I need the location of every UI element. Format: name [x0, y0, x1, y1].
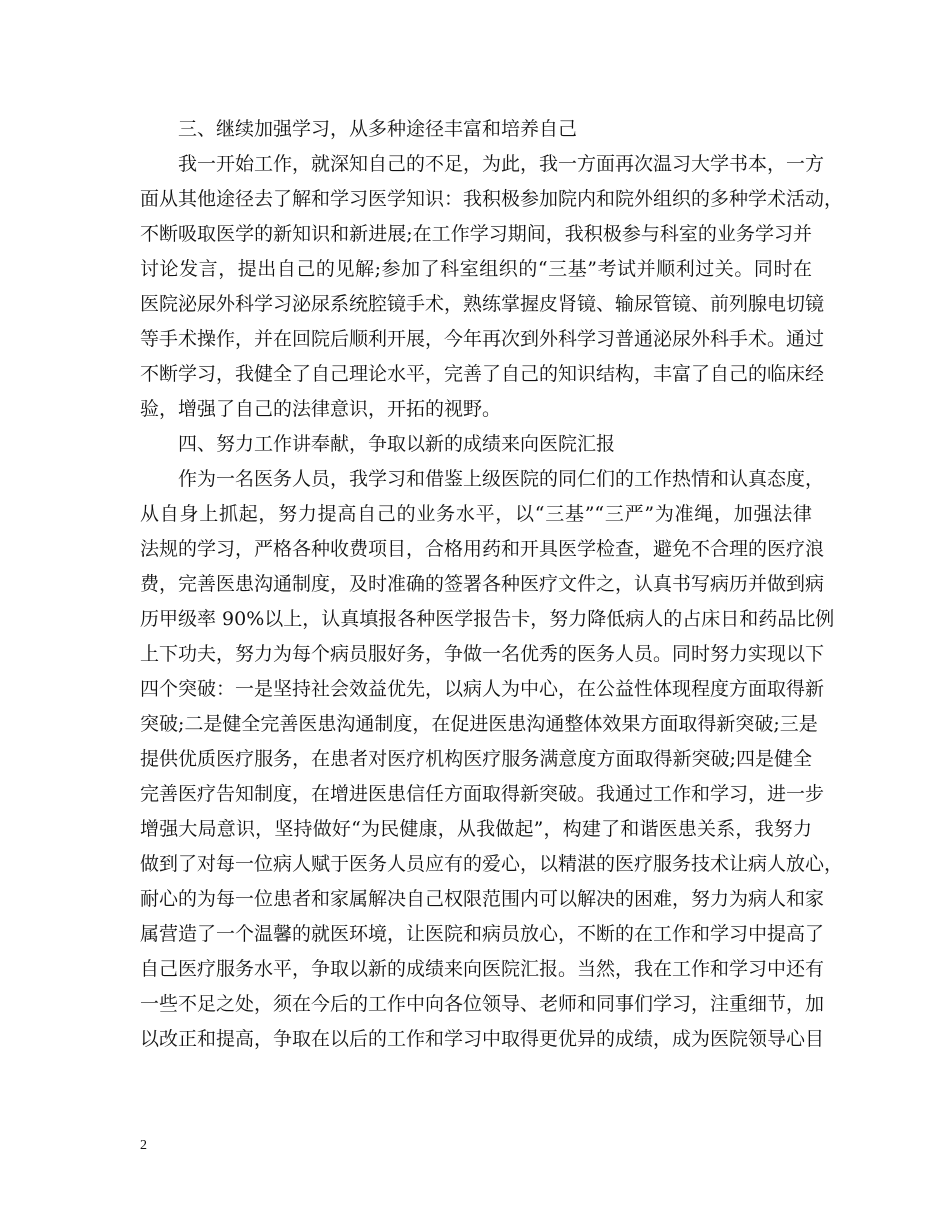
paragraph-line: 医院泌尿外科学习泌尿系统腔镜手术，熟练掌握皮肾镜、输尿管镜、前列腺电切镜 — [140, 293, 825, 315]
section-heading-4: 四、努力工作讲奉献，争取以新的成绩来向医院汇报 — [178, 433, 616, 455]
paragraph-line: 做到了对每一位病人赋于医务人员应有的爱心，以精湛的医疗服务技术让病人放心， — [140, 853, 844, 875]
paragraph-line: 验，增强了自己的法律意识，开拓的视野。 — [140, 398, 502, 420]
paragraph-line: 历甲级率 90%以上，认真填报各种医学报告卡，努力降低病人的占床日和药品比例 — [140, 608, 835, 630]
paragraph-line: 等手术操作，并在回院后顺利开展，今年再次到外科学习普通泌尿外科手术。通过 — [140, 328, 825, 350]
paragraph-line: 突破;二是健全完善医患沟通制度，在促进医患沟通整体效果方面取得新突破;三是 — [140, 713, 818, 735]
paragraph-line: 面从其他途径去了解和学习医学知识：我积极参加院内和院外组织的多种学术活动， — [140, 188, 844, 210]
paragraph-line: 从自身上抓起，努力提高自己的业务水平，以“三基”“三严”为准绳，加强法律 — [140, 503, 812, 525]
paragraph-line: 作为一名医务人员，我学习和借鉴上级医院的同仁们的工作热情和认真态度， — [178, 468, 825, 490]
paragraph-line: 耐心的为每一位患者和家属解决自己权限范围内可以解决的困难，努力为病人和家 — [140, 888, 825, 910]
paragraph-line: 不断吸取医学的新知识和新进展;在工作学习期间，我积极参与科室的业务学习并 — [140, 223, 812, 245]
paragraph-line: 增强大局意识，坚持做好“为民健康，从我做起”，构建了和谐医患关系，我努力 — [140, 818, 812, 840]
paragraph-line: 讨论发言，提出自己的见解;参加了科室组织的“三基”考试并顺利过关。同时在 — [140, 258, 812, 280]
paragraph-line: 完善医疗告知制度，在增进医患信任方面取得新突破。我通过工作和学习，进一步 — [140, 783, 825, 805]
paragraph-line: 四个突破：一是坚持社会效益优先，以病人为中心，在公益性体现程度方面取得新 — [140, 678, 825, 700]
paragraph-line: 上下功夫，努力为每个病员服好务，争做一名优秀的医务人员。同时努力实现以下 — [140, 643, 825, 665]
paragraph-line: 费，完善医患沟通制度，及时准确的签署各种医疗文件之，认真书写病历并做到病 — [140, 573, 825, 595]
section-heading-3: 三、继续加强学习，从多种途径丰富和培养自己 — [178, 118, 578, 140]
paragraph-line: 一些不足之处，须在今后的工作中向各位领导、老师和同事们学习，注重细节，加 — [140, 993, 825, 1015]
paragraph-line: 法规的学习，严格各种收费项目，合格用药和开具医学检查，避免不合理的医疗浪 — [140, 538, 825, 560]
paragraph-line: 以改正和提高，争取在以后的工作和学习中取得更优异的成绩，成为医院领导心目 — [140, 1028, 825, 1050]
paragraph-line: 属营造了一个温馨的就医环境，让医院和病员放心，不断的在工作和学习中提高了 — [140, 923, 825, 945]
paragraph-line: 自己医疗服务水平，争取以新的成绩来向医院汇报。当然，我在工作和学习中还有 — [140, 958, 825, 980]
page-number: 2 — [140, 1138, 147, 1153]
paragraph-line: 我一开始工作，就深知自己的不足，为此，我一方面再次温习大学书本，一方 — [178, 153, 825, 175]
paragraph-line: 提供优质医疗服务，在患者对医疗机构医疗服务满意度方面取得新突破;四是健全 — [140, 748, 812, 770]
paragraph-line: 不断学习，我健全了自己理论水平，完善了自己的知识结构，丰富了自己的临床经 — [140, 363, 825, 385]
